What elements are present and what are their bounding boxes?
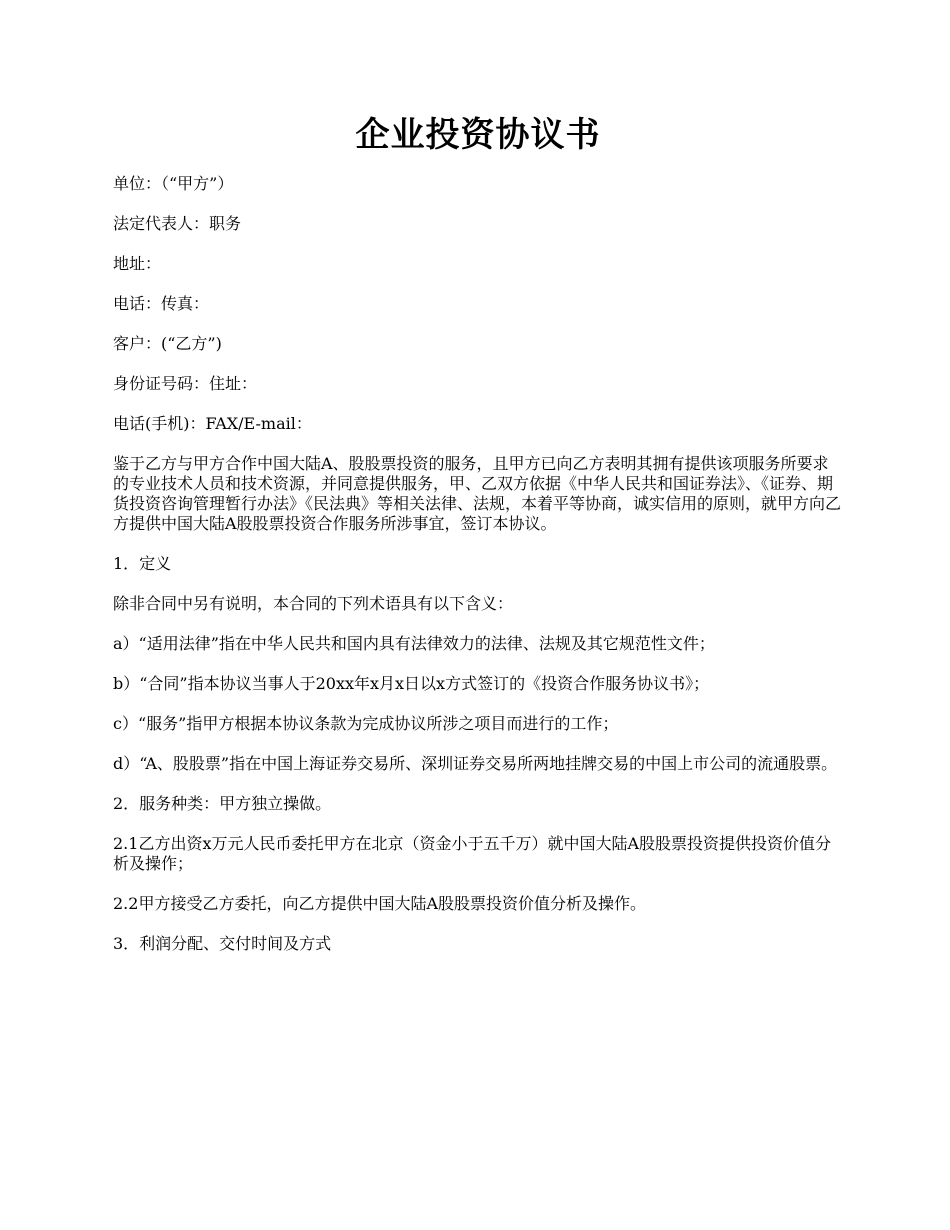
section-1-heading: 1．定义 xyxy=(113,554,172,573)
definition-b: b）“合同”指本协议当事人于20xx年x月x日以x方式签订的《投资合作服务协议书》； xyxy=(113,674,710,693)
clause-2-2: 2.2甲方接受乙方委托，向乙方提供中国大陆A股股票投资价值分析及操作。 xyxy=(113,894,647,913)
document-title: 企业投资协议书 xyxy=(355,115,601,155)
party-a-address: 地址： xyxy=(113,254,162,273)
preamble-paragraph: 鉴于乙方与甲方合作中国大陆A、股股票投资的服务，且甲方已向乙方表明其拥有提供该项服务所要求的专业技术人员和技术资源，并同意提供服务，甲、乙双方依据《中华人民共和国证券法》、《证券、期货投资咨询管理暂行办法》《民法典》等相关法律、法规，本着平等协商，诚实信用的原则，就甲方向乙方提供中国大陆A股股票投资合作服务所涉事宜，签订本协议。 xyxy=(113,454,842,533)
clause-2-1: 2.1乙方出资x万元人民币委托甲方在北京（资金小于五千万）就中国大陆A股股票投资提供投资价值分析及操作； xyxy=(113,834,832,873)
party-b-contact: 电话(手机)：FAX/E-mail： xyxy=(113,414,312,433)
definition-a: a）“适用法律”指在中华人民共和国内具有法律效力的法律、法规及其它规范性文件； xyxy=(113,634,715,653)
document-body xyxy=(113,110,843,974)
party-a-unit: 单位：（“甲方”） xyxy=(113,174,234,193)
party-b-client: 客户：(“乙方”) xyxy=(113,334,222,353)
definition-c: c）“服务”指甲方根据本协议条款为完成协议所涉之项目而进行的工作； xyxy=(113,714,619,733)
party-b-id-address: 身份证号码：住址： xyxy=(113,374,258,393)
legal-representative: 法定代表人：职务 xyxy=(113,214,242,233)
party-a-phone-fax: 电话：传真： xyxy=(113,294,210,313)
section-2-heading: 2．服务种类：甲方独立操做。 xyxy=(113,794,332,813)
section-3-heading: 3．利润分配、交付时间及方式 xyxy=(113,934,332,953)
definitions-intro: 除非合同中另有说明，本合同的下列术语具有以下含义： xyxy=(113,594,514,613)
definition-d: d）“A、股股票”指在中国上海证券交易所、深圳证券交易所两地挂牌交易的中国上市公司的流通股票。 xyxy=(113,754,838,773)
